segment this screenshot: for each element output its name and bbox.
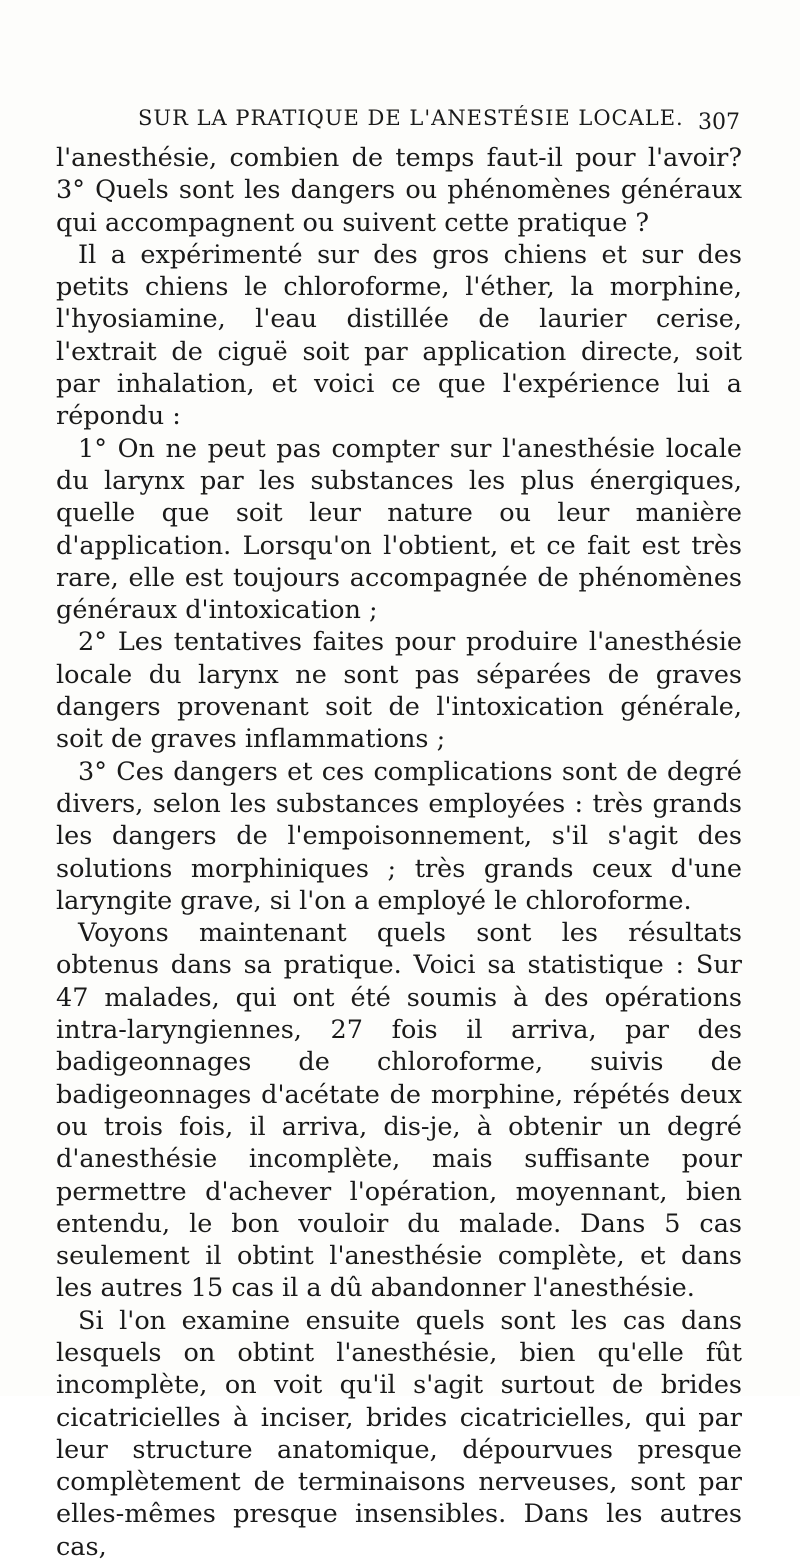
paragraph: 3° Ces dangers et ces complications sont de degré divers, selon les substances employées : très grands les dangers de l'empoisonnement, s'il s'agit des solutions morphiniques ; très grands ceux d'une laryngite grave, si l'on a employé le chloroforme. [56, 756, 742, 916]
paragraph: l'anesthésie, combien de temps faut-il pour l'avoir? 3° Quels sont les dangers ou phénomènes généraux qui accompagnent ou suivent cette pratique ? [56, 143, 742, 238]
paragraph: Voyons maintenant quels sont les résultats obtenus dans sa pratique. Voici sa statistique : Sur 47 malades, qui ont été soumis à des opérations intra-laryngiennes, 27 fois il arriva, par des badigeonnages de chloroforme, suivis de badigeonnages d'acétate de morphine, répétés deux ou trois fois, il arriva, dis-je, à obtenir un degré d'anesthésie incomplète, mais suffisante pour permettre d'achever l'opération, moyennant, bien entendu, le bon vouloir du malade. Dans 5 cas seulement il obtint l'anesthésie complète, et dans les autres 15 cas il a dû abandonner l'anesthésie. [56, 918, 742, 1304]
body-text [56, 142, 742, 1563]
paragraph: Il a expérimenté sur des gros chiens et sur des petits chiens le chloroforme, l'éther, la morphine, l'hyosiamine, l'eau distillée de laurier cerise, l'extrait de ciguë soit par application directe, soit par inhalation, et voici ce que l'expérience lui a répondu : [56, 239, 742, 432]
page-header [138, 100, 740, 140]
paragraph: Si l'on examine ensuite quels sont les cas dans lesquels on obtint l'anesthésie, bien qu'elle fût incomplète, on voit qu'il s'agit surtout de brides cicatricielles à inciser, brides cicatricielles, qui par leur structure anatomique, dépourvues presque complètement de terminaisons nerveuses, sont par elles-mêmes presque insensibles. Dans les autres cas, [56, 1305, 742, 1562]
paragraph: 1° On ne peut pas compter sur l'anesthésie locale du larynx par les substances les plus énergiques, quelle que soit leur nature ou leur manière d'application. Lorsqu'on l'obtient, et ce fait est très rare, elle est toujours accompagnée de phénomènes généraux d'intoxication ; [56, 433, 742, 626]
page-number: 307 [698, 110, 740, 135]
running-title: SUR LA PRATIQUE DE L'ANESTÉSIE LOCALE. [138, 106, 684, 130]
paragraph: 2° Les tentatives faites pour produire l'anesthésie locale du larynx ne sont pas séparées de graves dangers provenant soit de l'intoxication générale, soit de graves inflammations ; [56, 627, 742, 755]
